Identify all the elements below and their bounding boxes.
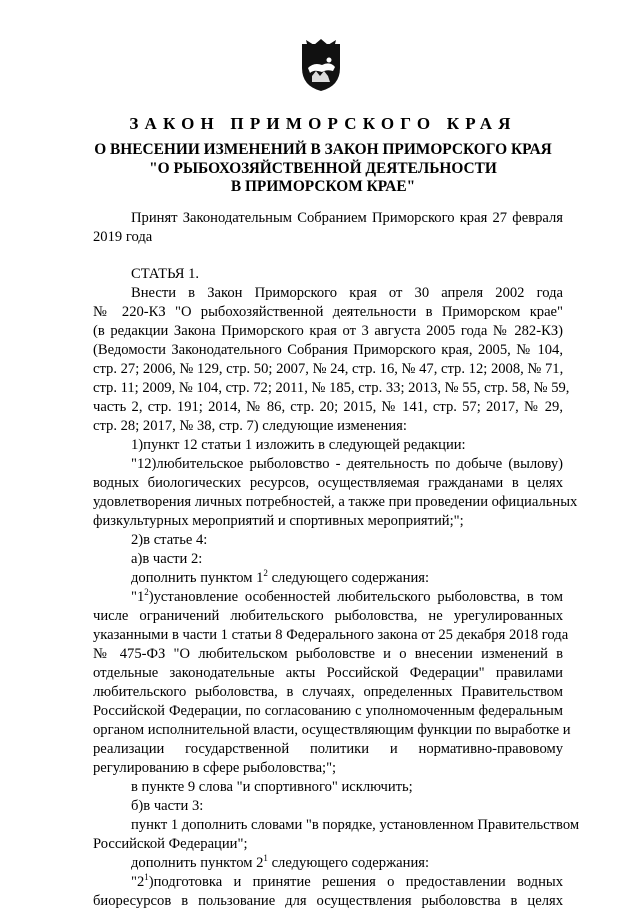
point-1-2-text: [93, 587, 571, 778]
subtitle-line: "О РЫБОХОЗЯЙСТВЕННОЙ ДЕЯТЕЛЬНОСТИ: [149, 159, 497, 177]
adoption-line: 2019 года: [93, 229, 153, 245]
text-line: [93, 588, 563, 607]
text-line: часть 2, стр. 191; 2014, № 86, стр. 20; 2015, № 141, стр. 57; 2017, № 29,: [93, 399, 563, 415]
item-2: 2)в статье 4:: [131, 532, 208, 548]
text-span: "1: [131, 589, 145, 605]
item-1: 1)пункт 12 статьи 1 изложить в следующей редакции:: [131, 437, 466, 453]
add-point-2-1: [93, 854, 563, 873]
text-line: стр. 27; 2006, № 129, стр. 50; 2007, № 24, стр. 16, № 47, стр. 12; 2008, № 71,: [93, 361, 564, 377]
text-span: дополнить пунктом 1: [131, 570, 264, 586]
text-line: (Ведомости Законодательного Собрания Приморского края, 2005, № 104,: [93, 342, 563, 358]
text-line: Внести в Закон Приморского края от 30 апреля 2002 года: [131, 285, 563, 301]
subtitle-line: О ВНЕСЕНИИ ИЗМЕНЕНИЙ В ЗАКОН ПРИМОРСКОГО КРАЯ: [94, 141, 552, 158]
article-heading: СТАТЬЯ 1.: [131, 266, 200, 282]
text-line: Российской Федерации, по согласованию с уполномоченным федеральным: [93, 703, 563, 719]
text-line: отдельные законодательные акты Российской Федерации" правилами: [93, 665, 563, 681]
text-line: удовлетворения личных потребностей, а также при проведении официальных: [93, 494, 578, 510]
text-line: физкультурных мероприятий и спортивных мероприятий;";: [93, 513, 464, 529]
text-span: )установление особенностей любительского рыболовства, в том: [148, 589, 563, 605]
text-line: водных биологических ресурсов, осуществляемая гражданами в целях: [93, 475, 563, 491]
item-2a: а)в части 2:: [131, 551, 203, 567]
text-span: дополнить пунктом 2: [131, 855, 264, 871]
article-intro: [93, 284, 570, 436]
text-line: числе ограничений любительского рыболовства, не урегулированных: [93, 608, 563, 624]
article-body: [93, 265, 580, 911]
text-line: № 475-ФЗ "О любительском рыболовстве и о внесении изменений в: [93, 646, 563, 662]
text-span: )подготовка и принятие решения о предоставлении водных: [148, 874, 563, 890]
text-span: следующего содержания:: [267, 570, 430, 586]
superscript: 1: [144, 872, 149, 882]
law-title: ЗАКОН ПРИМОРСКОГО КРАЯ: [129, 114, 517, 133]
text-line: органом исполнительной власти, осуществляющим функции по выработке и: [93, 722, 571, 738]
text-line: стр. 28; 2017, № 38, стр. 7) следующие изменения:: [93, 418, 407, 434]
superscript: 2: [144, 587, 149, 597]
text-line: пункт 1 дополнить словами "в порядке, установленном Правительством: [131, 817, 580, 833]
text-line: № 220-КЗ "О рыбохозяйственной деятельности в Приморском крае": [93, 304, 563, 320]
superscript: 1: [263, 853, 268, 863]
text-line: (в редакции Закона Приморского края от 3 августа 2005 года № 282-КЗ): [93, 323, 563, 339]
text-line: биоресурсов в пользование для осуществления рыболовства в целях: [93, 893, 563, 909]
point-2-1-text: [93, 873, 563, 911]
text-line: Российской Федерации";: [93, 836, 248, 852]
superscript: 2: [263, 568, 268, 578]
text-line: любительского рыболовства, в случаях, определенных Правительством: [93, 684, 563, 700]
adoption-note: [93, 209, 563, 247]
text-span: следующего содержания:: [267, 855, 430, 871]
item-9-change: в пункте 9 слова "и спортивного" исключить;: [131, 779, 413, 795]
adoption-line: Принят Законодательным Собранием Приморского края 27 февраля: [131, 210, 563, 226]
coat-of-arms-emblem: [300, 38, 342, 92]
add-point-1-2: [93, 569, 563, 588]
point-1-addition: [93, 816, 580, 854]
text-line: "12)любительское рыболовство - деятельность по добыче (вылову): [131, 456, 563, 472]
text-line: [93, 873, 563, 892]
text-line: регулированию в сфере рыболовства;";: [93, 760, 337, 776]
item-2b: б)в части 3:: [131, 798, 204, 814]
text-span: "2: [131, 874, 145, 890]
item-1-text: [93, 455, 578, 531]
text-line: реализации государственной политики и нормативно-правовому: [93, 741, 563, 757]
subtitle-line: В ПРИМОРСКОМ КРАЕ": [230, 178, 416, 195]
law-subtitle: [80, 141, 566, 197]
text-line: стр. 11; 2009, № 104, стр. 72; 2011, № 185, стр. 33; 2013, № 55, стр. 58, № 59,: [93, 380, 570, 396]
text-line: указанными в части 1 статьи 8 Федерального закона от 25 декабря 2018 года: [93, 627, 569, 643]
